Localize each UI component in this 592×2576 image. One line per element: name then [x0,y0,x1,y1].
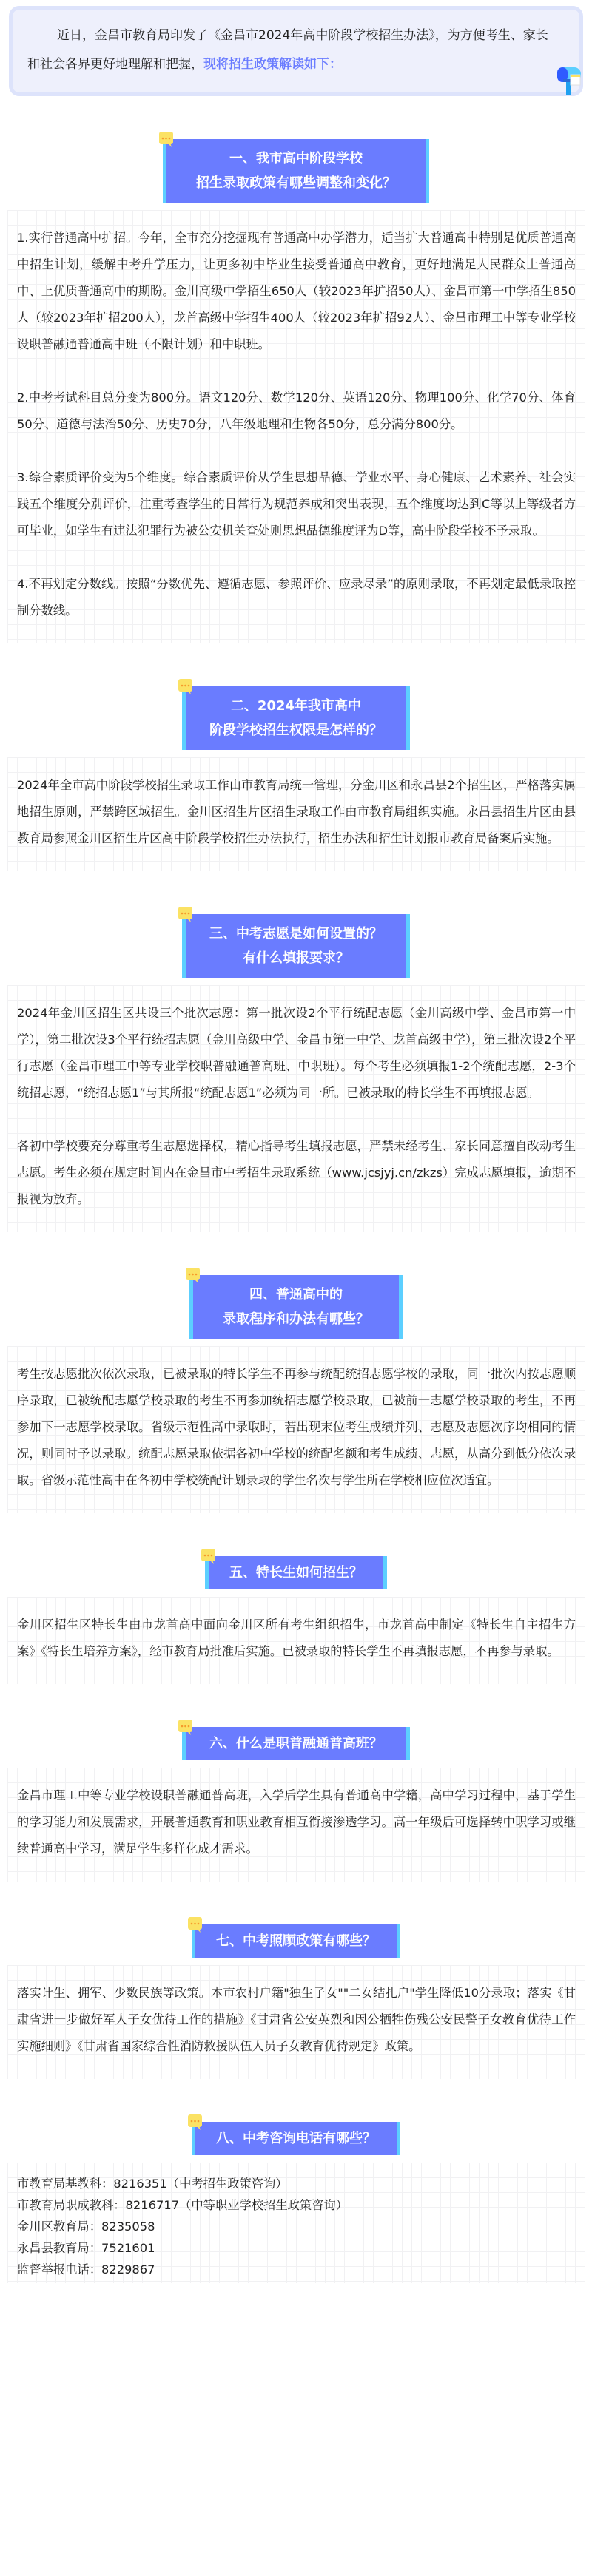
paragraph: 3.综合素质评价变为5个维度。综合素质评价从学生思想品德、学业水平、身心健康、艺术素养、社会实践五个维度分别评价，注重考查学生的日常行为规范养成和突出表现，五个维度均达到C等以上等级者方可毕业，如学生有违法犯罪行为被公安机关查处则思想品德维度评为D等，高中阶段学校不予录取。 [17,470,576,538]
chat-bubble-icon [178,1720,192,1736]
contact-item [17,2173,576,2194]
section-7-content [7,1965,585,2079]
contact-label: 金川区教育局： [17,2220,101,2234]
paragraph: 2024年金川区招生区共设三个批次志愿：第一批次设2个平行统配志愿（金川高级中学、金昌市第一中学），第二批次设3个平行统招志愿（金川高级中学、金昌市第一中学、龙首高级中学），第三批次设2个平行志愿（金昌市理工中等专业学校职普融通普高班、中职班）。每个考生必须填报1-2个统配志愿，2-3个统招志愿，“统招志愿1”与其所报“统配志愿1”必须为同一所。已被录取的特长学生不再填报志愿。 [17,1006,576,1100]
chat-bubble-icon [201,1549,215,1565]
contact-note: （中考招生政策咨询） [166,2177,288,2191]
section-title-line: 八、中考咨询电话有哪些？ [216,2131,376,2146]
chat-bubble-icon [178,907,192,923]
section-3-header [182,914,410,978]
section-title-line: 招生录取政策有哪些调整和变化？ [196,175,396,191]
contact-label: 永昌县教育局： [17,2241,101,2255]
section-2-header [182,686,410,750]
chat-bubble-icon [188,1917,202,1933]
paragraph: 4.不再划定分数线。按照“分数优先、遵循志愿、参照评价、应录尽录”的原则录取，不再划定最低录取控制分数线。 [17,577,576,618]
chat-bubble-icon [159,132,173,148]
section-title-line: 五、特长生如何招生？ [229,1565,363,1581]
contact-item [17,2194,576,2216]
section-7-header [192,1924,400,1958]
chat-bubble-icon [188,2114,202,2131]
section-5-header [205,1556,387,1589]
section-title-line: 录取程序和办法有哪些？ [223,1311,369,1327]
paragraph: 金昌市理工中等专业学校设职普融通普高班，入学后学生具有普通高中学籍，高中学习过程中，基于学生的学习能力和发展需求，开展普通教育和职业教育相互衔接渗透学习。高一年级后可选择转中职学习或继续普通高中学习，满足学生多样化成才需求。 [17,1788,576,1856]
contact-item [17,2237,576,2259]
contact-label: 市教育局基教科： [17,2177,114,2191]
contact-phone[interactable]: 8216717 [125,2198,180,2212]
section-3-content [7,985,585,1232]
chat-bubble-icon [186,1268,200,1284]
section-8-header [192,2122,400,2155]
contact-phone[interactable]: 7521601 [101,2241,155,2255]
section-title-line: 阶段学校招生权限是怎样的？ [209,723,383,738]
intro-box [9,6,583,96]
intro-highlight: 现将招生政策解读如下： [204,57,342,72]
contact-phone[interactable]: 8235058 [101,2220,155,2234]
section-title-line: 四、普通高中的 [249,1287,343,1302]
paragraph: 1.实行普通高中扩招。今年，全市充分挖掘现有普通高中办学潜力，适当扩大普通高中特别是优质普通高中招生计划，缓解中考升学压力，让更多初中毕业生接受普通高中教育，更好地满足人民群众上普通高中、上优质普通高中的期盼。金川高级中学招生650人（较2023年扩招50人）、金昌市第一中学招生850人（较2023年扩招200人），龙首高级中学招生400人（较2023年扩招92人）、金昌市理工中等专业学校设职普融通普通高中班（不限计划）和中职班。 [17,231,576,351]
section-title-line: 三、中考志愿是如何设置的？ [209,926,383,942]
paragraph: 落实计生、拥军、少数民族等政策。本市农村户籍"独生子女""二女结扎户"学生降低10分录取；落实《甘肃省进一步做好军人子女优待工作的措施》《甘肃省公安英烈和因公牺牲伤残公安民警子女教育优待工作实施细则》《甘肃省国家综合性消防救援队伍人员子女教育优待规定》政策。 [17,1986,576,2053]
contact-list [7,2163,585,2283]
contact-phone[interactable]: 8229867 [101,2262,155,2276]
contact-item [17,2259,576,2280]
paragraph: 考生按志愿批次依次录取，已被录取的特长学生不再参与统配统招志愿学校的录取，同一批次内按志愿顺序录取，已被统配志愿学校录取的考生不再参加统招志愿学校录取，已被前一志愿学校录取的考生，不再参加下一志愿学校录取。省级示范性高中录取时，若出现末位考生成绩并列、志愿及志愿次序均相同的情况，则同时予以录取。统配志愿录取依据各初中学校的统配名额和考生成绩、志愿，从高分到低分依次录取。省级示范性高中在各初中学校统配计划录取的学生名次与学生所在学校相应位次适宜。 [17,1367,576,1487]
section-1-header [163,139,429,203]
paragraph: 各初中学校要充分尊重考生志愿选择权，精心指导考生填报志愿，严禁未经考生、家长同意擅自改动考生志愿。考生必须在规定时间内在金昌市中考招生录取系统（www.jcsjyj.cn/zkzs）完成志愿填报，逾期不报视为放弃。 [17,1139,576,1206]
section-title-line: 二、2024年我市高中 [230,698,362,714]
section-title-line: 七、中考照顾政策有哪些？ [216,1933,376,1949]
section-title-line: 有什么填报要求？ [243,950,349,966]
article-page [0,6,592,2283]
section-2-content [7,757,585,871]
mailbox-icon [556,66,582,95]
contact-phone[interactable]: 8216351 [113,2177,167,2191]
paragraph: 2.中考考试科目总分变为800分。语文120分、数学120分、英语120分、物理100分、化学70分、体育50分、道德与法治50分、历史70分，八年级地理和生物各50分，总分满分800分。 [17,391,576,431]
contact-item [17,2216,576,2237]
paragraph: 2024年全市高中阶段学校招生录取工作由市教育局统一管理，分金川区和永昌县2个招生区，严格落实属地招生原则，严禁跨区域招生。金川区招生片区招生录取工作由市教育局组织实施。永昌县招生片区由县教育局参照金川区招生片区高中阶段学校招生办法执行，招生办法和招生计划报市教育局备案后实施。 [17,778,576,845]
contact-label: 监督举报电话： [17,2262,101,2276]
section-6-content [7,1768,585,1882]
section-5-content [7,1597,585,1684]
section-4-content [7,1346,585,1513]
section-6-header [182,1727,410,1760]
section-4-header [189,1275,403,1339]
intro-text: 近日，金昌市教育局印发了《金昌市2024年高中阶段学校招生办法》，为方便考生、家长和社会各界更好地理解和把握， [27,28,548,72]
chat-bubble-icon [178,679,192,695]
section-title-line: 一、我市高中阶段学校 [229,151,363,166]
section-title-line: 六、什么是职普融通普高班？ [209,1736,383,1751]
paragraph: 金川区招生区特长生由市龙首高中面向金川区所有考生组织招生，市龙首高中制定《特长生自主招生方案》《特长生培养方案》，经市教育局批准后实施。已被录取的特长学生不再填报志愿，不再参与录取。 [17,1617,576,1658]
contact-label: 市教育局职成教科： [17,2198,126,2212]
section-1-content [7,210,585,643]
contact-note: （中等职业学校招生政策咨询） [179,2198,349,2212]
